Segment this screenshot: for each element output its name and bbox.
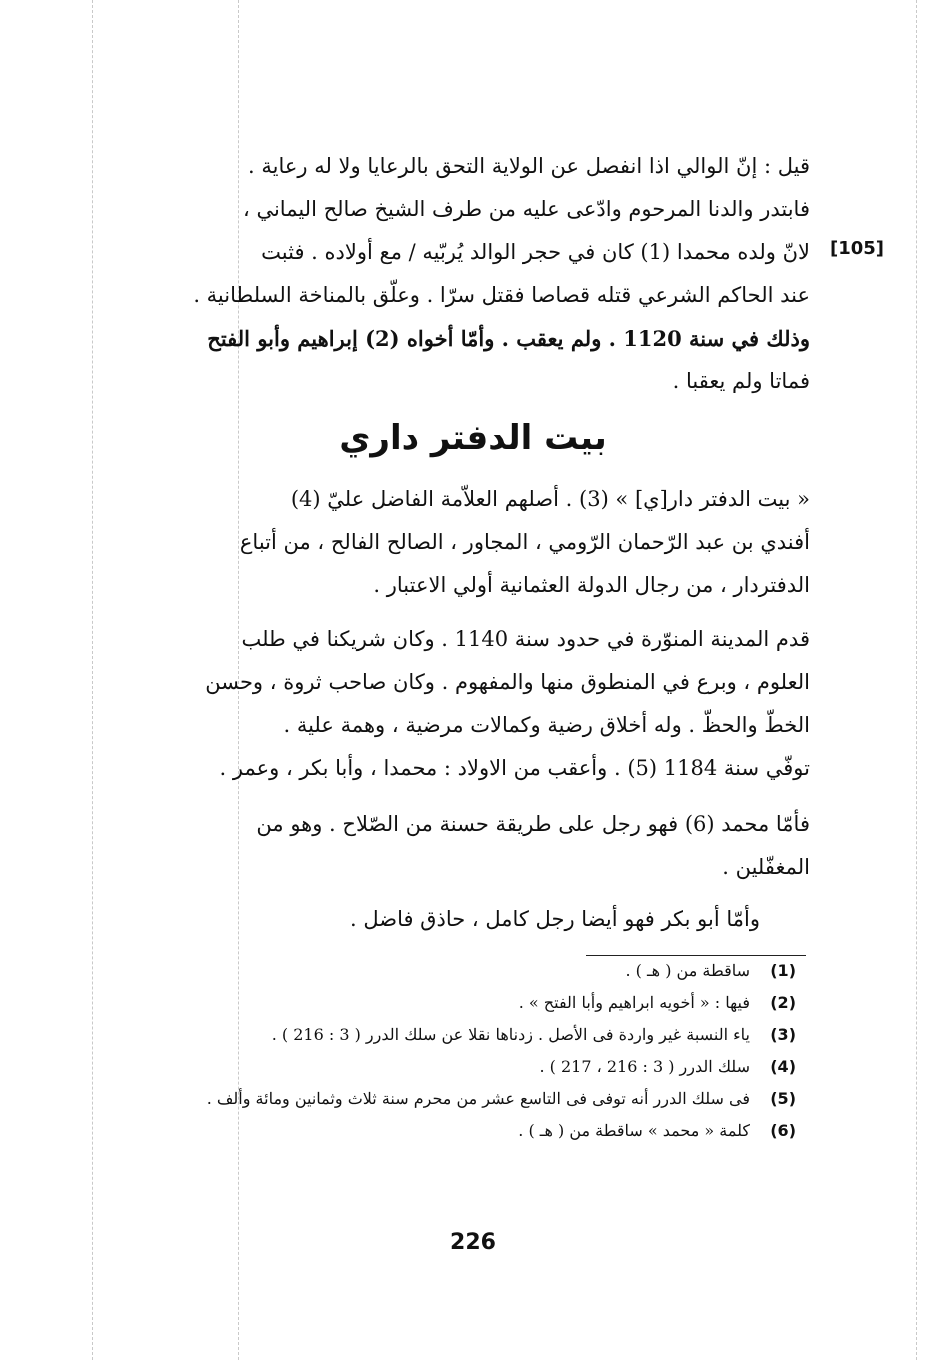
footnote-text: فى سلك الدرر أنه توفى فى التاسع عشر من محرم سنة ثلاث وثمانين ومائة وألف . — [206, 1089, 750, 1108]
paragraph-3 — [136, 618, 810, 790]
footnote-text: فيها : « أخويه ابراهيم وأبا الفتح » . — [518, 993, 750, 1012]
text-line: الدفتردار ، من رجال الدولة العثمانية أولي الاعتبار . — [373, 573, 810, 597]
footnote-item — [136, 960, 796, 982]
text-line: لانّ ولده محمدا (1) كان في حجر الوالد يُربّيه / مع أولاده . فثبت — [261, 240, 810, 264]
text-line: قدم المدينة المنوّرة في حدود سنة 1140 . وكان شريكنا في طلب — [241, 627, 810, 651]
page-number: 226 — [450, 1230, 496, 1255]
footnote-item — [136, 992, 796, 1014]
footnotes — [136, 960, 796, 1152]
footnote-text: ساقطة من ( هـ ) . — [625, 961, 750, 980]
text-line: « بيت الدفتر دار[ي] » (3) . أصلهم العلاّمة الفاضل عليّ (4) — [290, 487, 810, 511]
text-line: فأمّا محمد (6) فهو رجل على طريقة حسنة من الصّلاح . وهو من — [256, 812, 810, 836]
text-line: وأمّا أبو بكر فهو أيضا رجل كامل ، حاذق فاضل . — [349, 907, 760, 931]
margin-page-marker: [105] — [830, 238, 885, 259]
scan-edge-line — [916, 0, 917, 1360]
text-line: توفّي سنة 1184 (5) . وأعقب من الاولاد : محمدا ، وأبا بكر ، وعمر . — [219, 756, 810, 780]
text-line: قيل : إنّ الوالي اذا انفصل عن الولاية التحق بالرعايا ولا له رعاية . — [248, 154, 810, 178]
footnote-number: (4) — [770, 1057, 796, 1076]
footnote-number: (1) — [770, 961, 796, 980]
footnote-item — [136, 1088, 796, 1110]
paragraph-2 — [136, 478, 810, 607]
footnote-item — [136, 1024, 796, 1046]
text-line: فماتا ولم يعقبا . — [672, 369, 810, 393]
text-line: أفندي بن عبد الرّحمان الرّومي ، المجاور ، الصالح الفالح ، من أتباع — [239, 530, 810, 554]
scan-edge-line — [92, 0, 93, 1360]
footnote-number: (6) — [770, 1121, 796, 1140]
paragraph-1 — [136, 145, 810, 403]
text-line: وذلك في سنة 1120 . ولم يعقب . وأمّا أخواه (2) إبراهيم وأبو الفتح — [207, 326, 810, 351]
text-line: الخطّ والحظّ . وله أخلاق رضية وكمالات مرضية ، وهمة علية . — [283, 713, 810, 737]
text-line: عند الحاكم الشرعي قتله قصاصا فقتل سرّا . وعلّق بالمناخة السلطانية . — [193, 283, 810, 307]
footnote-separator — [586, 955, 806, 956]
paragraph-5 — [136, 898, 810, 941]
paragraph-4 — [136, 803, 810, 889]
footnote-text: ياء النسبة غير واردة فى الأصل . زدناها نقلا عن سلك الدرر ( 3 : 216 ) . — [271, 1025, 750, 1044]
footnote-item — [136, 1056, 796, 1078]
section-title: بيت الدفتر داري — [339, 418, 607, 458]
footnote-text: كلمة « محمد » ساقطة من ( هـ ) . — [518, 1121, 750, 1140]
footnote-number: (2) — [770, 993, 796, 1012]
text-line: فابتدر والدنا المرحوم وادّعى عليه من طرف الشيخ صالح اليماني ، — [243, 197, 810, 221]
text-line: المغفّلين . — [722, 855, 810, 879]
footnote-number: (3) — [770, 1025, 796, 1044]
footnote-number: (5) — [770, 1089, 796, 1108]
footnote-item — [136, 1120, 796, 1142]
footnote-text: سلك الدرر ( 3 : 216 ، 217 ) . — [539, 1057, 750, 1076]
text-line: العلوم ، وبرع في المنطوق منها والمفهوم . وكان صاحب ثروة ، وحسن — [205, 670, 810, 694]
